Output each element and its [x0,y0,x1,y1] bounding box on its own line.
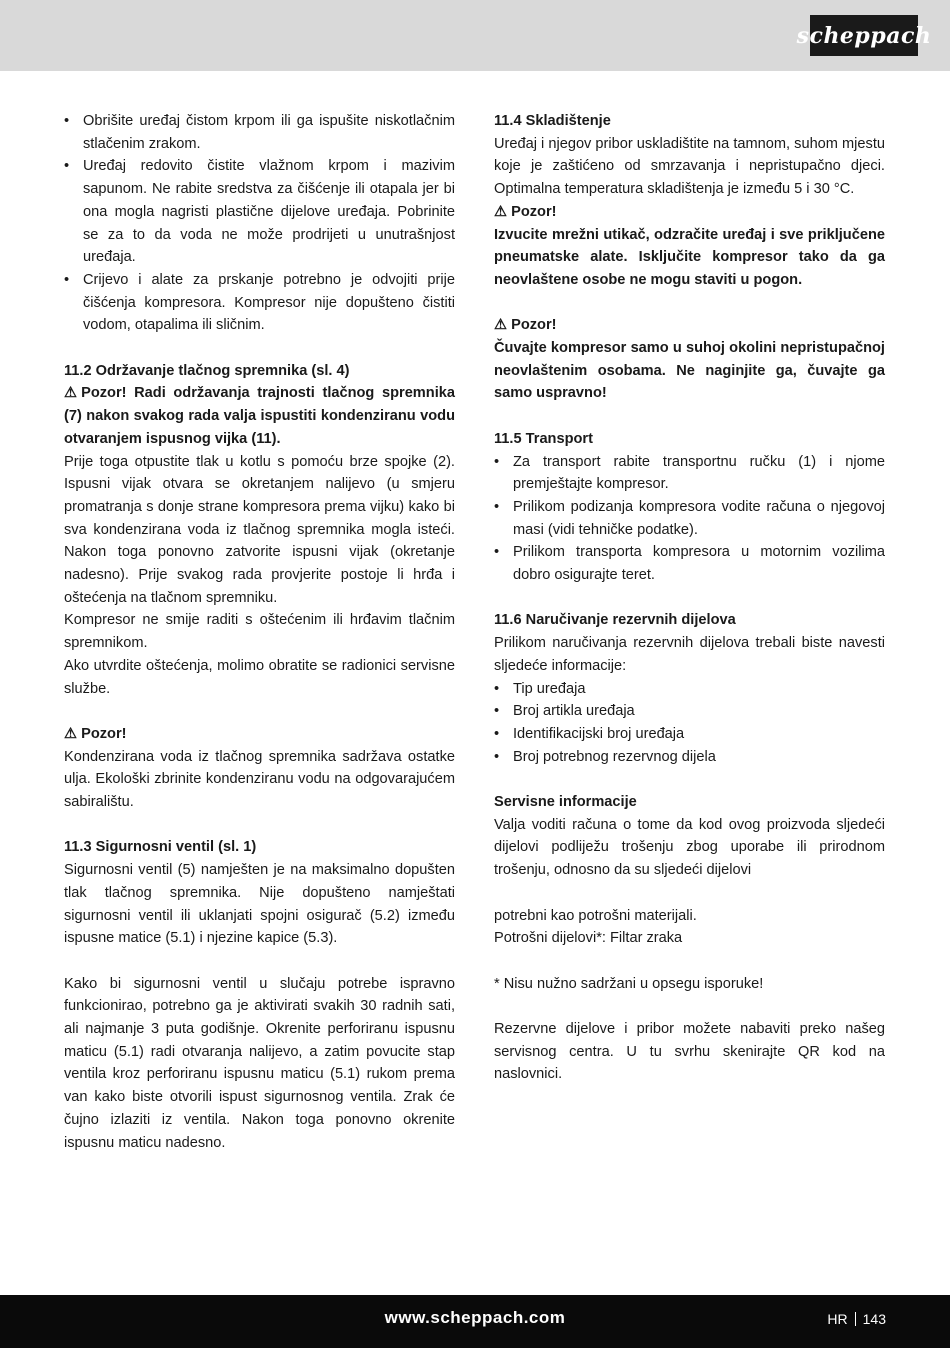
list-item: • Prilikom transporta kompresora u motornim vozilima dobro osigurajte teret. [494,541,885,586]
paragraph: Kondenzirana voda iz tlačnog spremnika sadržava ostatke ulja. Ekološki zbrinite kondenziranu vodu na odgovarajućem sabiralištu. [64,748,455,811]
right-column [494,110,885,1086]
list-item: • Tip uređaja [494,678,885,701]
paragraph: Kompresor ne smije raditi s oštećenim ili hrđavim tlačnim spremnikom. [64,612,455,652]
left-column [64,110,455,1154]
page-number: 143 [862,1311,886,1327]
list-item: • Prilikom podizanja kompresora vodite računa o njegovoj masi (vidi tehničke podatke). [494,496,885,541]
order-info-list [494,678,885,769]
brand-logo: scheppach [810,15,918,56]
list-item: • Identifikacijski broj uređaja [494,723,885,746]
paragraph: Rezervne dijelove i pribor možete nabaviti preko našeg servisnog centra. U tu svrhu skenirajte QR kod na naslovnici. [494,1021,885,1083]
warning-text: Čuvajte kompresor samo u suhoj okolini nepristupačnoj neovlaštenim osobama. Ne naginjite ga, čuvajte ga samo uspravno! [494,340,885,402]
section-title: 11.3 Sigurnosni ventil (sl. 1) [64,839,257,856]
paragraph: Sigurnosni ventil (5) namješten je na maksimalno dopušten tlak tlačnog spremnika. Nije dopušteno namještati sigurnosni ventil ili uklanjati spojni osigurač (5.2) između ispusne matice (5.1) i njezine kapice (5.3). [64,862,455,947]
warning-icon: ⚠ [64,725,78,742]
warning-heading: ⚠ Pozor! [494,201,885,224]
warning-icon: ⚠ [494,203,508,220]
paragraph: Potrošni dijelovi*: Filtar zraka [494,930,683,947]
section-title: 11.2 Održavanje tlačnog spremnika (sl. 4) [64,362,350,379]
transport-list [494,451,885,587]
warning-block: ⚠ Pozor! Radi održavanja trajnosti tlačnog spremnika (7) nakon svakog rada valja ispustiti kondenziranu vodu otvaranjem ispusnog vijka (11). [64,382,455,450]
warning-heading: ⚠ Pozor! [64,723,455,746]
list-item: • Uređaj redovito čistite vlažnom krpom i mazivim sapunom. Ne rabite sredstva za čišćenje ili otapala jer bi ona mogla nagristi plastične dijelove uređaja. Pobrinite se za to da voda ne može prodrijeti u unutrašnjost uređaja. [64,155,455,269]
list-item: • Crijevo i alate za prskanje potrebno je odvojiti prije čišćenja kompresora. Kompresor nije dopušteno čistiti vodom, otapalima ili sličnim. [64,269,455,337]
paragraph: Uređaj i njegov pribor uskladištite na tamnom, suhom mjestu koje je zaštićeno od smrzavanja i nepristupačno djeci. Optimalna temperatura skladištenja je između 5 i 30 °C. [494,135,885,198]
list-item: • Obrišite uređaj čistom krpom ili ga ispušite niskotlačnim stlačenim zrakom. [64,110,455,155]
section-title: Servisne informacije [494,794,637,811]
divider [855,1312,856,1326]
list-item: • Broj artikla uređaja [494,700,885,723]
footnote: * Nisu nužno sadržani u opsegu isporuke! [494,975,764,992]
paragraph: Ako utvrdite oštećenja, molimo obratite se radionici servisne službe. [64,657,455,697]
section-title: 11.4 Skladištenje [494,113,611,129]
language-code: HR [827,1311,848,1327]
cleaning-list [64,110,455,337]
warning-icon: ⚠ [64,385,78,402]
website-link[interactable]: www.scheppach.com [384,1308,566,1327]
warning-heading: ⚠ Pozor! [494,314,885,337]
warning-icon: ⚠ [494,317,508,334]
header-bar [0,0,950,71]
list-item: • Broj potrebnog rezervnog dijela [494,746,885,769]
paragraph: potrebni kao potrošni materijali. [494,907,697,924]
section-title: 11.5 Transport [494,430,593,447]
paragraph: Prije toga otpustite tlak u kotlu s pomoću brze spojke (2). Ispusni vijak otvara se okretanjem nalijevo (u smjeru promatranja s donje strane kompresora prema vijku) kako bi sva kondenzirana voda iz tlačnog spremnika mogla isteći. Nakon toga ponovno zatvorite ispusni vijak (okretanje nadesno). Prije svakog rada provjerite postoje li hrđa i oštećenja na tlačnom spremniku. [64,453,455,606]
warning-text: Izvucite mrežni utikač, odzračite uređaj i sve priključene pneumatske alate. Isključite kompresor tako da ga neovlaštene osobe ne mogu staviti u pogon. [494,226,885,288]
paragraph: Kako bi sigurnosni ventil u slučaju potrebe ispravno funkcionirao, potrebno ga je aktivirati svakih 30 radnih sati, ali najmanje 3 puta godišnje. Okrenite perforiranu ispusnu maticu (5.1) radi otvaranja nalijevo, a zatim povucite stap ventila kroz perforiranu ispusnu maticu (5.1) rukom prema van kako biste otvorili ispust sigurnosnog ventila. Zrak će čujno izlaziti iz ventila. Nakon toga ponovno okrenite ispusnu maticu nadesno. [64,975,455,1151]
paragraph: Valja voditi računa o tome da kod ovog proizvoda sljedeći dijelovi podliježu trošenju zbog uporabe ili prirodnom trošenju, odnosno da su sljedeći dijelovi [494,816,885,879]
list-item: • Za transport rabite transportnu ručku (1) i njome premještajte kompresor. [494,451,885,496]
paragraph: Prilikom naručivanja rezervnih dijelova trebali biste navesti sljedeće informacije: [494,635,885,674]
page-indicator [827,1311,886,1327]
section-title: 11.6 Naručivanje rezervnih dijelova [494,612,736,629]
footer-bar [0,1295,950,1348]
